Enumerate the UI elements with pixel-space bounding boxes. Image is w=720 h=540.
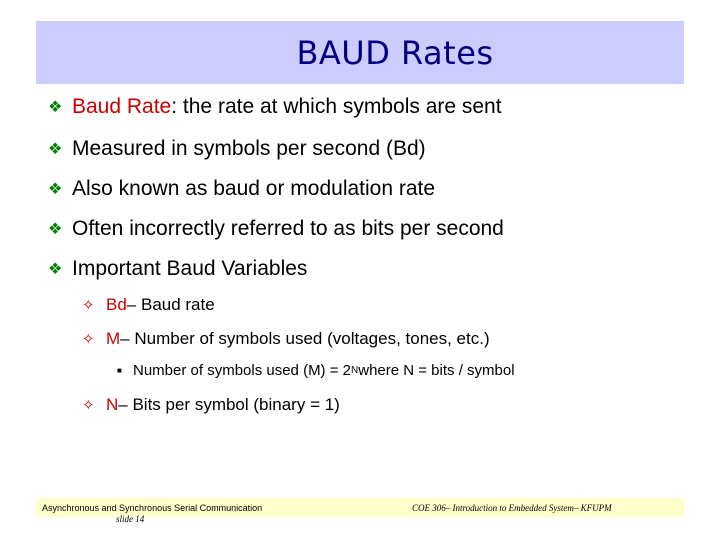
- sub-bullet-text: – Number of symbols used (voltages, tones, etc.): [120, 329, 490, 348]
- bullet-also-known: [48, 177, 435, 201]
- star-bullet-icon: ✧: [82, 297, 95, 314]
- diamond-bullet-icon: ❖: [48, 181, 63, 198]
- diamond-bullet-icon: ❖: [48, 221, 63, 238]
- footer-bar: [36, 498, 684, 524]
- detail-bullet-m: [117, 362, 515, 379]
- superscript-n: N: [351, 365, 359, 376]
- bullet-often-incorrect: [48, 217, 504, 241]
- bullet-text: Important Baud Variables: [72, 257, 308, 280]
- bullet-text: : the rate at which symbols are sent: [171, 95, 502, 118]
- bullet-text: Also known as baud or modulation rate: [72, 177, 436, 200]
- footer-course-code: COE 306– Introduction to Embedded System– KFUPM: [412, 503, 612, 513]
- title-bar: [36, 21, 684, 84]
- square-bullet-icon: ■: [117, 366, 122, 375]
- star-bullet-icon: ✧: [82, 331, 95, 348]
- footer-slide-number: slide 14: [116, 514, 145, 524]
- detail-text-pre: Number of symbols used (M) = 2: [133, 362, 351, 379]
- diamond-bullet-icon: ❖: [48, 141, 63, 158]
- diamond-bullet-icon: ❖: [48, 261, 63, 278]
- star-bullet-icon: ✧: [82, 397, 95, 414]
- sub-bullet-text: – Bits per symbol (binary = 1): [118, 395, 340, 414]
- sub-bullet-bd: [82, 295, 215, 315]
- slide-title: BAUD Rates: [296, 33, 494, 72]
- sub-bullet-text: – Baud rate: [126, 295, 215, 314]
- detail-text-post: where N = bits / symbol: [358, 362, 515, 379]
- bullet-important-variables: [48, 257, 307, 281]
- term-baud-rate: Baud Rate: [72, 95, 172, 118]
- bullet-measured: [48, 137, 426, 161]
- term-m: M: [106, 329, 121, 348]
- bullet-text: Often incorrectly referred to as bits per second: [72, 217, 504, 240]
- sub-bullet-m: [82, 329, 490, 349]
- footer-course-title: Asynchronous and Synchronous Serial Communication: [42, 503, 263, 513]
- sub-bullet-n: [82, 395, 340, 415]
- term-n: N: [106, 395, 119, 414]
- diamond-bullet-icon: ❖: [48, 99, 63, 116]
- bullet-text: Measured in symbols per second (Bd): [72, 137, 426, 160]
- term-bd: Bd: [106, 295, 127, 314]
- bullet-baud-rate: [48, 95, 502, 119]
